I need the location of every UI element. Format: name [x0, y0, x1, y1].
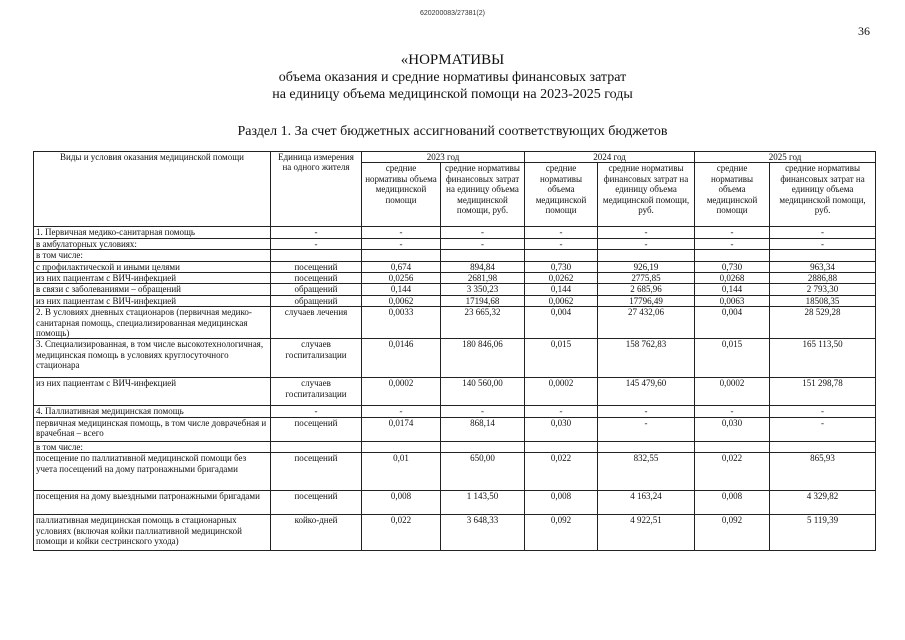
row-cost-2025	[770, 250, 876, 261]
row-kind: 3. Специализированная, в том числе высокотехнологичная, медицинская помощь в условиях круглосуточного стационара	[34, 339, 271, 378]
table-row	[34, 453, 876, 491]
row-cost-2025: 4 329,82	[770, 491, 876, 515]
row-volume-2024: -	[525, 238, 598, 249]
row-cost-2023: 17194,68	[441, 295, 525, 306]
row-volume-2025: 0,730	[695, 261, 770, 272]
row-cost-2024: -	[598, 417, 695, 441]
table-row	[34, 417, 876, 441]
row-cost-2025: 2 793,30	[770, 284, 876, 295]
row-cost-2024: 27 432,06	[598, 307, 695, 339]
title-line-2: объема оказания и средние нормативы финансовых затрат	[278, 70, 627, 85]
row-kind: из них пациентам с ВИЧ-инфекцией	[34, 273, 271, 284]
row-kind: с профилактической и иными целями	[34, 261, 271, 272]
row-volume-2024: 0,004	[525, 307, 598, 339]
row-volume-2024: 0,0062	[525, 295, 598, 306]
row-volume-2024: 0,022	[525, 453, 598, 491]
row-unit: посещений	[271, 417, 362, 441]
header-kind: Виды и условия оказания медицинской помощи	[34, 152, 271, 227]
row-unit: обращений	[271, 284, 362, 295]
row-volume-2023: 0,0256	[362, 273, 441, 284]
row-volume-2024: 0,015	[525, 339, 598, 378]
row-unit: посещений	[271, 261, 362, 272]
row-volume-2023: 0,0062	[362, 295, 441, 306]
row-volume-2024: 0,030	[525, 417, 598, 441]
row-cost-2023	[441, 250, 525, 261]
row-cost-2025: 2886,88	[770, 273, 876, 284]
row-unit	[271, 441, 362, 452]
row-cost-2025	[770, 441, 876, 452]
row-unit: случаев госпитализации	[271, 339, 362, 378]
row-cost-2025: 151 298,78	[770, 378, 876, 406]
row-cost-2025: 165 113,50	[770, 339, 876, 378]
row-cost-2023: 2681,98	[441, 273, 525, 284]
row-cost-2024: -	[598, 238, 695, 249]
row-volume-2023: 0,008	[362, 491, 441, 515]
row-kind: из них пациентам с ВИЧ-инфекцией	[34, 295, 271, 306]
row-cost-2024: 145 479,60	[598, 378, 695, 406]
table-row	[34, 284, 876, 295]
row-volume-2023	[362, 441, 441, 452]
row-volume-2024: -	[525, 227, 598, 238]
row-unit: посещений	[271, 491, 362, 515]
table-row	[34, 339, 876, 378]
row-unit	[271, 250, 362, 261]
document-id: 620200083/27381(2)	[419, 10, 485, 17]
row-volume-2024: 0,092	[525, 515, 598, 551]
document-title	[0, 52, 905, 103]
row-volume-2025: -	[695, 406, 770, 417]
row-kind: в том числе:	[34, 441, 271, 452]
row-kind: из них пациентам с ВИЧ-инфекцией	[34, 378, 271, 406]
row-cost-2023: 3 350,23	[441, 284, 525, 295]
row-volume-2024: 0,144	[525, 284, 598, 295]
header-year-2025: 2025 год	[695, 152, 876, 163]
header-volume-2025: средние нормативы объема медицинской помощи	[695, 163, 770, 227]
row-cost-2024	[598, 441, 695, 452]
table-row	[34, 406, 876, 417]
row-cost-2025: -	[770, 238, 876, 249]
row-kind: в связи с заболеваниями – обращений	[34, 284, 271, 295]
row-volume-2023: -	[362, 406, 441, 417]
row-unit: случаев госпитализации	[271, 378, 362, 406]
row-unit: обращений	[271, 295, 362, 306]
row-kind: в том числе:	[34, 250, 271, 261]
table-row	[34, 295, 876, 306]
row-cost-2023: 894,84	[441, 261, 525, 272]
row-unit: койко-дней	[271, 515, 362, 551]
row-volume-2023: 0,144	[362, 284, 441, 295]
table-row	[34, 441, 876, 452]
row-volume-2025: 0,144	[695, 284, 770, 295]
row-volume-2024: -	[525, 406, 598, 417]
row-cost-2025: 865,93	[770, 453, 876, 491]
row-cost-2023: 868,14	[441, 417, 525, 441]
row-volume-2025: 0,0002	[695, 378, 770, 406]
row-volume-2025: 0,015	[695, 339, 770, 378]
row-volume-2023: 0,0146	[362, 339, 441, 378]
row-volume-2025: 0,008	[695, 491, 770, 515]
row-cost-2025: 28 529,28	[770, 307, 876, 339]
table-row	[34, 378, 876, 406]
row-kind: посещения на дому выездными патронажными бригадами	[34, 491, 271, 515]
row-volume-2023: 0,022	[362, 515, 441, 551]
row-volume-2025: 0,0063	[695, 295, 770, 306]
row-volume-2025: 0,030	[695, 417, 770, 441]
row-volume-2023: 0,0174	[362, 417, 441, 441]
table-row	[34, 515, 876, 551]
header-unit: Единица измерения на одного жителя	[271, 152, 362, 227]
row-cost-2023	[441, 441, 525, 452]
table-row	[34, 491, 876, 515]
row-cost-2024: -	[598, 406, 695, 417]
row-unit: -	[271, 406, 362, 417]
row-volume-2023: -	[362, 227, 441, 238]
row-unit: случаев лечения	[271, 307, 362, 339]
row-volume-2024: 0,008	[525, 491, 598, 515]
row-cost-2025: 18508,35	[770, 295, 876, 306]
row-kind: посещение по паллиативной медицинской помощи без учета посещений на дому патронажными бригадами	[34, 453, 271, 491]
row-volume-2024	[525, 250, 598, 261]
row-cost-2024: 158 762,83	[598, 339, 695, 378]
header-cost-2024: средние нормативы финансовых затрат на единицу объема медицинской помощи, руб.	[598, 163, 695, 227]
header-cost-2023: средние нормативы финансовых затрат на единицу объема медицинской помощи, руб.	[441, 163, 525, 227]
table-row	[34, 307, 876, 339]
row-volume-2025: 0,004	[695, 307, 770, 339]
header-year-2023: 2023 год	[362, 152, 525, 163]
row-volume-2023: 0,674	[362, 261, 441, 272]
row-volume-2023: -	[362, 238, 441, 249]
page-number: 36	[858, 24, 870, 38]
row-cost-2025: -	[770, 227, 876, 238]
row-volume-2023: 0,0002	[362, 378, 441, 406]
row-cost-2025: -	[770, 406, 876, 417]
row-kind: первичная медицинская помощь, в том числе доврачебная и врачебная – всего	[34, 417, 271, 441]
row-cost-2023: 180 846,06	[441, 339, 525, 378]
table-row	[34, 273, 876, 284]
row-unit: -	[271, 238, 362, 249]
row-cost-2023: 1 143,50	[441, 491, 525, 515]
row-volume-2025: 0,0268	[695, 273, 770, 284]
row-cost-2023: 140 560,00	[441, 378, 525, 406]
row-cost-2024: 2775,85	[598, 273, 695, 284]
row-volume-2024: 0,0002	[525, 378, 598, 406]
title-line-3: на единицу объема медицинской помощи на 2023-2025 годы	[272, 87, 633, 102]
row-volume-2025: -	[695, 227, 770, 238]
row-unit: -	[271, 227, 362, 238]
row-kind: 1. Первичная медико-санитарная помощь	[34, 227, 271, 238]
row-volume-2023: 0,01	[362, 453, 441, 491]
row-cost-2024: 4 922,51	[598, 515, 695, 551]
row-cost-2025: 963,34	[770, 261, 876, 272]
row-volume-2025: 0,022	[695, 453, 770, 491]
row-cost-2023: -	[441, 227, 525, 238]
row-unit: посещений	[271, 453, 362, 491]
row-cost-2023: 650,00	[441, 453, 525, 491]
row-cost-2024: 17796,49	[598, 295, 695, 306]
row-cost-2023: 3 648,33	[441, 515, 525, 551]
row-cost-2024	[598, 250, 695, 261]
table-row	[34, 227, 876, 238]
header-volume-2024: средние нормативы объема медицинской помощи	[525, 163, 598, 227]
row-volume-2023: 0,0033	[362, 307, 441, 339]
normatives-table	[33, 151, 876, 551]
table-row	[34, 261, 876, 272]
row-cost-2023: -	[441, 238, 525, 249]
row-volume-2025	[695, 441, 770, 452]
row-volume-2025: -	[695, 238, 770, 249]
row-cost-2023: 23 665,32	[441, 307, 525, 339]
row-volume-2025: 0,092	[695, 515, 770, 551]
row-volume-2024: 0,0262	[525, 273, 598, 284]
row-cost-2024: -	[598, 227, 695, 238]
header-year-2024: 2024 год	[525, 152, 695, 163]
row-cost-2024: 2 685,96	[598, 284, 695, 295]
row-cost-2024: 926,19	[598, 261, 695, 272]
row-kind: 4. Паллиативная медицинская помощь	[34, 406, 271, 417]
row-cost-2025: -	[770, 417, 876, 441]
title-line-1: «НОРМАТИВЫ	[400, 52, 505, 68]
row-volume-2024: 0,730	[525, 261, 598, 272]
row-cost-2023: -	[441, 406, 525, 417]
row-volume-2025	[695, 250, 770, 261]
section-title: Раздел 1. За счет бюджетных ассигнований соответствующих бюджетов	[237, 124, 668, 139]
table-row	[34, 250, 876, 261]
table-body	[34, 227, 876, 551]
header-volume-2023: средние нормативы объема медицинской помощи	[362, 163, 441, 227]
row-kind: в амбулаторных условиях:	[34, 238, 271, 249]
row-cost-2024: 4 163,24	[598, 491, 695, 515]
row-cost-2024: 832,55	[598, 453, 695, 491]
row-kind: 2. В условиях дневных стационаров (первичная медико-санитарная помощь, специализированная медицинская помощь)	[34, 307, 271, 339]
row-kind: паллиативная медицинская помощь в стационарных условиях (включая койки паллиативной медицинской помощи и койки сестринского ухода)	[34, 515, 271, 551]
row-unit: посещений	[271, 273, 362, 284]
header-cost-2025: средние нормативы финансовых затрат на единицу объема медицинской помощи, руб.	[770, 163, 876, 227]
row-volume-2023	[362, 250, 441, 261]
row-cost-2025: 5 119,39	[770, 515, 876, 551]
row-volume-2024	[525, 441, 598, 452]
table-row	[34, 238, 876, 249]
